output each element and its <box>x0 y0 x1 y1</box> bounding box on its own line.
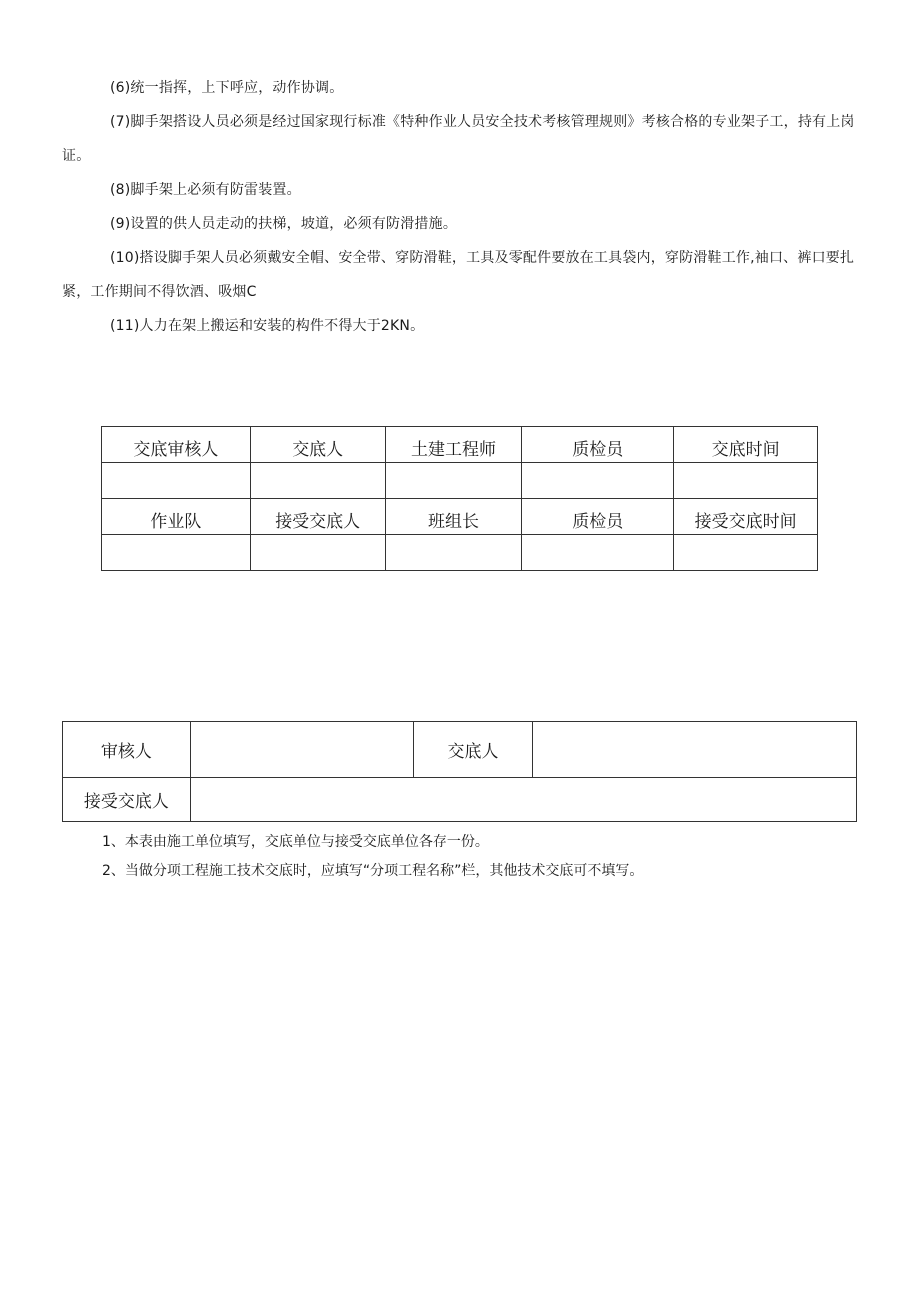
paragraph-6: (6)统一指挥，上下呼应，动作协调。 <box>110 80 344 96</box>
header-cell-time: 交底时间 <box>674 427 818 463</box>
table-row <box>102 535 818 571</box>
input-cell[interactable] <box>385 535 522 571</box>
input-cell[interactable] <box>522 535 674 571</box>
paragraph-11: (11)人力在架上搬运和安装的构件不得大于2KN。 <box>110 318 425 334</box>
input-cell[interactable] <box>102 463 251 499</box>
header-cell-engineer: 土建工程师 <box>385 427 522 463</box>
review-table <box>62 721 857 822</box>
input-cell[interactable] <box>674 463 818 499</box>
input-cell[interactable] <box>385 463 522 499</box>
input-cell[interactable] <box>250 535 385 571</box>
receiver-input[interactable] <box>190 778 856 822</box>
header-cell-discloser: 交底人 <box>250 427 385 463</box>
sign-table <box>101 426 818 571</box>
discloser-label: 交底人 <box>413 722 533 778</box>
header-cell-receive-time: 接受交底时间 <box>674 499 818 535</box>
paragraph-8: (8)脚手架上必须有防雷装置。 <box>110 182 301 198</box>
table-row <box>102 427 818 463</box>
table-row <box>102 463 818 499</box>
discloser-input[interactable] <box>533 722 857 778</box>
table-row <box>102 499 818 535</box>
input-cell[interactable] <box>250 463 385 499</box>
header-cell-inspector: 质检员 <box>522 427 674 463</box>
paragraph-9: (9)设置的供人员走动的扶梯，坡道，必须有防滑措施。 <box>110 216 458 232</box>
header-cell-review: 交底审核人 <box>102 427 251 463</box>
reviewer-label: 审核人 <box>63 722 191 778</box>
header-cell-leader: 班组长 <box>385 499 522 535</box>
header-cell-inspector-2: 质检员 <box>522 499 674 535</box>
table-row <box>63 722 857 778</box>
receiver-label: 接受交底人 <box>63 778 191 822</box>
input-cell[interactable] <box>522 463 674 499</box>
paragraph-10: (10)搭设脚手架人员必须戴安全帽、安全带、穿防滑鞋，工具及零配件要放在工具袋内，穿防滑鞋工作,袖口、裤口要扎紧，工作期间不得饮酒、吸烟C <box>62 250 855 300</box>
note-1: 1、本表由施工单位填写，交底单位与接受交底单位各存一份。 <box>102 834 489 850</box>
paragraph-7: (7)脚手架搭设人员必须是经过国家现行标准《特种作业人员安全技术考核管理规则》考核合格的专业架子工，持有上岗证。 <box>62 114 855 164</box>
header-cell-receiver: 接受交底人 <box>250 499 385 535</box>
header-cell-team: 作业队 <box>102 499 251 535</box>
input-cell[interactable] <box>674 535 818 571</box>
reviewer-input[interactable] <box>190 722 413 778</box>
table-row <box>63 778 857 822</box>
note-2: 2、当做分项工程施工技术交底时，应填写“分项工程名称”栏，其他技术交底可不填写。 <box>102 863 644 879</box>
input-cell[interactable] <box>102 535 251 571</box>
